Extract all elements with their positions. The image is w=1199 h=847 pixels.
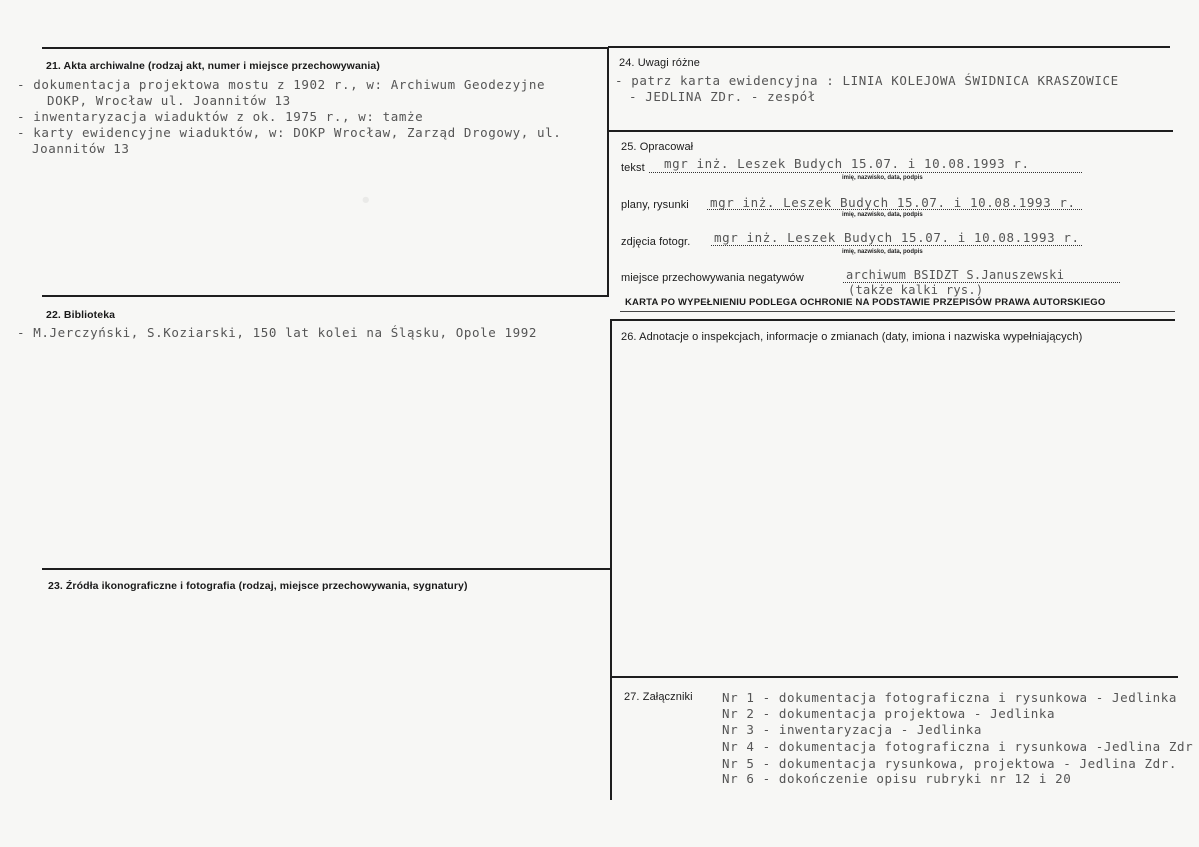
bleed-through-mark: • (360, 190, 372, 211)
rule-top-right (608, 46, 1170, 48)
s27-item-6: Nr 6 - dokończenie opisu rubryki nr 12 i 20 (722, 771, 1072, 786)
s25-negatives-label: miejsce przechowywania negatywów (621, 272, 804, 284)
s25-text-value: mgr inż. Leszek Budych 15.07. i 10.08.1993 r. (664, 156, 1030, 171)
s24-label: 24. Uwagi różne (619, 57, 700, 69)
s25-text-label: tekst (621, 162, 645, 174)
s25-plans-value: mgr inż. Leszek Budych 15.07. i 10.08.1993 r. (710, 195, 1076, 210)
s27-item-5: Nr 5 - dokumentacja rysunkowa, projektowa - Jedlina Zdr. (722, 756, 1178, 771)
s25-photos-value: mgr inż. Leszek Budych 15.07. i 10.08.1993 r. (714, 230, 1080, 245)
rule-center-vertical (607, 47, 609, 297)
rule-top-left (42, 47, 608, 49)
s25-copyright-notice: KARTA PO WYPEŁNIENIU PODLEGA OCHRONIE NA PODSTAWIE PRZEPISÓW PRAWA AUTORSKIEGO (625, 297, 1106, 308)
s25-photos-label: zdjęcia fotogr. (621, 236, 691, 248)
s22-line-1: - M.Jerczyński, S.Koziarski, 150 lat kolei na Śląsku, Opole 1992 (17, 325, 538, 340)
rule-s27-top (612, 676, 1178, 678)
s25-label: 25. Opracował (621, 141, 694, 153)
s25-negatives-value-2: (także kalki rys.) (848, 283, 984, 297)
s22-label: 22. Biblioteka (46, 309, 116, 321)
s25-plans-caption: imię, nazwisko, data, podpis (842, 212, 923, 218)
s21-line-3: - inwentaryzacja wiaduktów z ok. 1975 r., w: tamże (17, 109, 424, 124)
rule-s23-top (42, 568, 612, 570)
s21-line-4: - karty ewidencyjne wiaduktów, w: DOKP Wrocław, Zarząd Drogowy, ul. (17, 125, 562, 140)
s27-label: 27. Załączniki (624, 691, 693, 703)
s24-line-1: - patrz karta ewidencyjna : LINIA KOLEJOWA ŚWIDNICA KRASZOWICE (615, 73, 1119, 88)
s25-photos-signature-line (711, 245, 1082, 246)
s21-label: 21. Akta archiwalne (rodzaj akt, numer i miejsce przechowywania) (46, 60, 380, 72)
s25-photos-caption: imię, nazwisko, data, podpis (842, 249, 923, 255)
s27-item-2: Nr 2 - dokumentacja projektowa - Jedlinka (722, 706, 1056, 721)
s21-line-5: Joannitów 13 (32, 141, 130, 156)
rule-s25-top (608, 130, 1173, 132)
s27-item-3: Nr 3 - inwentaryzacja - Jedlinka (722, 722, 983, 737)
s25-plans-signature-line (707, 209, 1082, 210)
s23-label: 23. Źródła ikonograficzne i fotografia (rodzaj, miejsce przechowywania, sygnatury) (48, 580, 468, 592)
s26-label: 26. Adnotacje o inspekcjach, informacje o zmianach (daty, imiona i nazwiska wypełniających) (621, 331, 1083, 343)
s25-plans-label: plany, rysunki (621, 199, 689, 211)
s27-item-1: Nr 1 - dokumentacja fotograficzna i rysunkowa - Jedlinka (722, 690, 1178, 705)
s25-text-signature-line (649, 172, 1082, 173)
rule-center-vertical-lower (610, 320, 612, 800)
rule-s22-top (42, 295, 608, 297)
s21-line-2: DOKP, Wrocław ul. Joannitów 13 (47, 93, 291, 108)
rule-s26-top (610, 319, 1175, 321)
s27-item-4: Nr 4 - dokumentacja fotograficzna i rysunkowa -Jedlina Zdr (722, 739, 1194, 754)
s24-line-2: - JEDLINA ZDr. - zespół (629, 89, 816, 104)
s25-text-caption: imię, nazwisko, data, podpis (842, 175, 923, 181)
s25-negatives-value: archiwum BSIDZT S.Januszewski (846, 268, 1065, 282)
rule-signature-thin (620, 311, 1175, 312)
s21-line-1: - dokumentacja projektowa mostu z 1902 r., w: Archiwum Geodezyjne (17, 77, 546, 92)
